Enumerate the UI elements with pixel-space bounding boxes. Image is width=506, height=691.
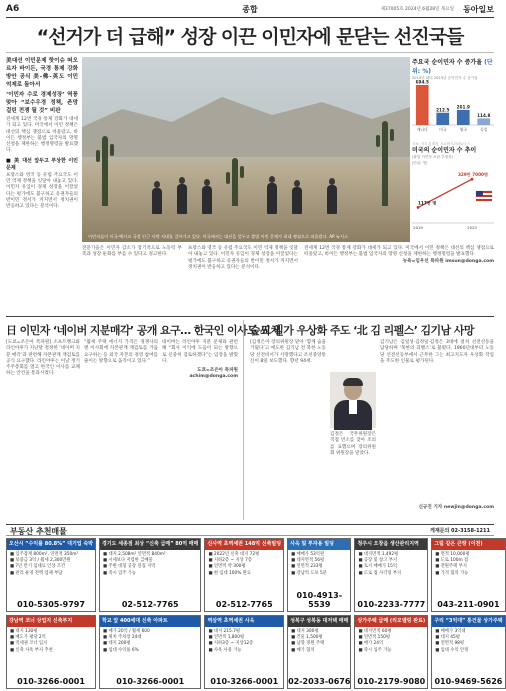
ad-detail-line: ■ 전원주택 부지 xyxy=(435,564,467,570)
article2-column-3 xyxy=(162,340,238,518)
ad-detail-line: ■ 지하3층 ~ 지상12층 xyxy=(208,641,254,647)
main-article-column-4 xyxy=(304,246,494,312)
ad-detail-line: ■ 매도가 평당 2억 xyxy=(10,635,46,641)
ad-detail-line: ■ 토지 매매가 15억 xyxy=(358,564,397,570)
person-figure xyxy=(292,187,302,214)
ad-detail-line: ■ 연면적 98평 xyxy=(435,641,465,647)
chart1-title xyxy=(412,57,494,75)
chart1-bar xyxy=(457,110,470,125)
portrait-hair xyxy=(343,378,363,386)
chart1-title-text: 주요국 순이민자 수 증가율 xyxy=(412,59,483,66)
ad-detail-line: ■ 2022년 신축 대지 72평 xyxy=(208,552,260,557)
real-estate-ad xyxy=(431,615,505,689)
main-body-paragraph: 전세계 12번 국경 통제 강화가 대세가 되고 있다. 미국에서 이민 정책은 대선의 핵심 쟁점으로 떠올랐고, 바이든 행정부는 불법 입국자의 망명 신청을 제한하는 행정명령을 발표했다. xyxy=(6,117,78,154)
real-estate-ad xyxy=(204,615,284,689)
chart2-subtitle: (불법 이민자 포함 추정치) xyxy=(412,155,453,159)
ad-detail-line: ■ 매매가 3억대 xyxy=(435,629,466,634)
ad-detail-line: ■ 대지 2,508m² 연면적 840m² xyxy=(103,552,166,557)
cactus-shape xyxy=(382,121,388,206)
ad-detail-line: ■ 보증금 3억 / 월세 2,300만원 xyxy=(10,558,71,564)
ad-phone-number: 010-3266-0001 xyxy=(17,677,85,686)
ad-phone-number: 010-2179-9080 xyxy=(357,677,426,686)
ad-details xyxy=(355,627,427,656)
real-estate-ad xyxy=(431,538,505,612)
article3-paragraph: 김기남은 김일성·김정일·김정은 3대에 걸쳐 선전선동을 담당하며 ‘북한의 괴벨스’로 불렸다. 1960년대부터 노동당 선전선동부에서 근무한 그는 최고지도자 우상화 작업을 주도한 인물로 평가된다. xyxy=(380,340,494,364)
ad-title: 청주시 오창읍 생산관리지역 xyxy=(355,539,427,550)
main-subhead-2: ‘이민자 수로 경제성장’ 역풍 맞아 “보수우경 정책, 존망 걸린 전쟁 될 것” 비판 xyxy=(6,92,78,114)
main-photo xyxy=(82,57,410,242)
page-number: A6 xyxy=(6,4,20,14)
ad-detail-line: ■ 사옥 사용 가능 xyxy=(208,647,242,653)
ad-details xyxy=(432,550,504,579)
ad-details xyxy=(7,550,95,579)
chart1-category-label: 독일 xyxy=(480,127,488,132)
chart1-category-label: 미국 xyxy=(439,127,447,132)
ad-phone-number: 010-3266-0001 xyxy=(210,677,279,686)
article3-paragraph: [김정은이 장의위원장 맡아 ‘함께 숨을 거뒀다’고 애도한 김기남 전 북한 노동당 선전비서가 사망했다고 조선중앙통신이 8일 보도했다. 향년 94세. xyxy=(250,340,326,364)
ad-detail-line: ■ 강남역 도보 5분 xyxy=(291,570,327,576)
ad-details xyxy=(7,627,95,656)
mountain-shape xyxy=(82,87,410,157)
main-body-paragraph: 프랑스와 영국 등 유럽 주요국도 이민 억제 정책을 잇달아 내놓고 있다. 이민자 유입이 경제 성장을 이끌었다는 평가에도 불구하고 유권자들의 반이민 정서가 커지면서 정치권이 반응하고 있다는 분석이다. xyxy=(6,172,78,210)
ad-details xyxy=(100,627,200,656)
ad-detail-line: ■ 임대 수익률 6% xyxy=(103,647,139,653)
ad-detail-line: ■ 연면적 233평 xyxy=(291,564,323,570)
main-body-paragraph: 전문가들은 이민자 감소가 장기적으로 노동력 부족과 성장 둔화를 부를 수 있다고 경고한다. xyxy=(82,246,182,258)
chart2-value-label: 329만 7000명 xyxy=(458,172,488,178)
real-estate-ad xyxy=(354,615,428,689)
ad-phone-number: 010-3266-0001 xyxy=(116,677,185,686)
ad-section-header xyxy=(6,524,494,536)
ad-title: 그림 같은 큰땅 (이천) xyxy=(432,539,504,550)
us-flag-stripe xyxy=(476,199,492,201)
ad-section-title: 부동산 추천매물 xyxy=(10,527,67,536)
article2-paragraph: 네이버는 라인야후 지분 문제와 관련해 “회사 이익에 도움이 되는 방향으로 신중히 검토하겠다”는 입장을 밝혔다. xyxy=(162,340,238,364)
ad-detail-line: ■ 즉시 입주 가능 xyxy=(103,570,137,576)
chart1-category-label: 영국 xyxy=(459,127,467,132)
ad-detail-line: ■ 7년 만기 임대료 인상 조건 xyxy=(10,564,66,570)
chart2-value-label: 117만 명 xyxy=(418,200,437,206)
ad-details xyxy=(100,550,200,579)
article3-column-3 xyxy=(330,432,376,518)
person-figure xyxy=(177,184,187,214)
chart1-value-label: 114.8 xyxy=(477,112,491,118)
chart1-bar xyxy=(416,85,429,125)
ad-detail-line: ■ 임대 수익 안정 xyxy=(435,647,469,653)
real-estate-ad xyxy=(287,615,351,689)
person-figure xyxy=(267,183,277,214)
ad-detail-line: ■ 대지 45평 xyxy=(435,635,460,641)
main-article-column-2 xyxy=(82,246,182,312)
article2-headline: 日 이민자 ‘네이버 지분매각’ 공개 요구… 한국인 이사도 교체 xyxy=(6,324,281,337)
article2-byline: 도쿄=조은아 특파원 achim@donga.com xyxy=(189,368,238,380)
ad-detail-line: ■ 매가 20억 / 월세 600 xyxy=(103,629,150,634)
article2-column-1 xyxy=(6,340,80,518)
person-figure xyxy=(202,186,212,214)
ad-detail-line: ■ 연면적 150평 xyxy=(358,635,391,641)
main-body-paragraph: 전세계 12번 국경 통제 강화가 대세가 되고 있다. 미국에서 이민 정책은 대선의 핵심 쟁점으로 떠올랐고, 바이든 행정부는 불법 입국자의 망명 신청을 제한하는 행정명령을 발표했다. xyxy=(304,246,494,258)
ad-detail-line: ■ 남향 정원 주택 xyxy=(291,641,325,647)
chart2-point xyxy=(471,178,474,181)
real-estate-ad xyxy=(6,615,96,689)
chart1-source: 자료: 각국 통계청, 오르바크리파트너스 xyxy=(412,142,470,146)
ad-title: 오산시 “수익률 80.8%” 대기업 숙박 xyxy=(7,539,95,550)
chart1-bar xyxy=(436,113,449,125)
ad-detail-line: ■ 주변 대형 공장 밀집 지역 xyxy=(103,564,156,570)
person-figure xyxy=(152,188,162,214)
article3-byline: 신규진 기자 newjin@donga.com xyxy=(418,505,494,510)
ad-title: 강남역 코너 상업지 신축부지 xyxy=(7,616,95,627)
ad-detail-line: ■ 도로 100m 접 xyxy=(435,558,469,564)
ad-detail-line: ■ 즉시 입주 가능 xyxy=(358,647,392,653)
chart2-x-label: 2019 xyxy=(413,225,423,230)
ad-phone-number: 010-5305-9797 xyxy=(17,600,85,609)
ad-detail-line: ■ 건물 1,500평 xyxy=(291,635,323,641)
ad-detail-line: ■ 위치 주차장 24대 xyxy=(103,635,142,641)
real-estate-ad xyxy=(99,615,201,689)
chart1-value-label: 261.9 xyxy=(456,104,470,110)
chart1-category-label: 캐나다 xyxy=(416,127,428,132)
immigration-growth-bar-chart xyxy=(412,77,494,137)
chart1-value-label: 212.5 xyxy=(436,107,450,113)
real-estate-ad xyxy=(99,538,201,612)
article3-headline: 숲씨 일가 우상화 주도 ‘北 김 리펠스’ 김기남 사망 xyxy=(250,324,474,337)
ad-title: 학교 앞 400세대 신축 아파트 xyxy=(100,616,200,627)
chart2-unit: (단위: 명) xyxy=(412,161,428,165)
cactus-shape xyxy=(102,136,108,206)
ad-details xyxy=(205,627,283,656)
ad-details xyxy=(288,627,350,656)
infographic-sidebar xyxy=(412,57,494,242)
ad-grid xyxy=(6,538,503,689)
ad-detail-line: ■ 면적 10,000평 xyxy=(435,552,470,557)
ad-section-contact: 게재문의 02-3158-1211 xyxy=(429,528,490,534)
ad-detail-line: ■ 대지면적 56평 xyxy=(291,558,325,564)
ad-detail-line: ■ 공장 및 창고 부지 xyxy=(358,558,398,564)
ad-detail-line: ■ 대지면적 60평 xyxy=(358,629,392,634)
real-estate-ad xyxy=(354,538,428,612)
real-estate-ad xyxy=(204,538,284,612)
cactus-shape xyxy=(232,158,238,206)
article3-paragraph: 김정은 국무위원장은 직접 빈소를 찾아 조의를 표했으며 장의위원회 위원장을 맡았다. xyxy=(330,432,376,456)
person-figure xyxy=(327,185,337,214)
section-divider xyxy=(6,316,494,317)
ad-detail-line: ■ 현 임대 100% 완료 xyxy=(208,570,252,576)
ad-detail-line: ■ 연면적 약 300평 xyxy=(208,564,246,570)
newspaper-name: 동아일보 xyxy=(463,4,494,14)
issue-date: 제37005호 2024년 6월28일 목요일 xyxy=(380,7,454,12)
ad-details xyxy=(432,627,504,656)
us-immigrant-trend-chart xyxy=(412,165,494,237)
main-minihead: ■ 美 대선 앞두고 부상한 이민 문제 xyxy=(6,157,78,171)
ad-detail-line: ■ 가격 협의 가능 xyxy=(435,570,469,576)
article2-paragraph: “월세 주택 에너지 가격은 경쟁사의 맨 이사회에 자본관계 재검토를 거듭 요구하는 등 외국 자본의 경영 참여를 줄이는 방향으로 움직이고 있다.” xyxy=(84,340,158,364)
real-estate-ad xyxy=(6,538,96,612)
ad-details xyxy=(355,550,427,579)
ad-title: 성북구 성북동 대저택 매매 xyxy=(288,616,350,627)
ad-detail-line: ■ 신축 사옥 부지 추천 xyxy=(10,647,53,653)
ad-detail-line: ■ 매가 24억 xyxy=(358,641,384,647)
headline-divider xyxy=(6,52,494,53)
main-subhead-1: 美대선 이민문제 핫이슈 떠오르자 바이든, 국경 통제 강화방안 공식 美-佛-英도 이민 억제로 돌아서 xyxy=(6,58,78,88)
main-headline: “선거가 더 급해” 성장 이끈 이민자에 문닫는 선진국들 xyxy=(36,26,464,48)
ad-detail-line: ■ 매매가 53억원 xyxy=(291,552,325,557)
chart2-x-label: 2023 xyxy=(467,225,477,230)
ad-detail-line: ■ 입주잠재 800m², 연면적 350m² xyxy=(10,552,79,557)
ad-title: 역삼역 초역세권 사옥 xyxy=(205,616,283,627)
ad-phone-number: 02-2033-0676 xyxy=(288,677,351,686)
ad-phone-number: 02-512-7765 xyxy=(215,600,273,609)
ad-detail-line: ■ 시세보다 저렴한 급매물 xyxy=(103,558,153,564)
ad-phone-number: 02-512-7765 xyxy=(121,600,179,609)
article3-column-2 xyxy=(380,340,494,518)
ad-detail-line: ■ 관리 운영 전액 업체 부담 xyxy=(10,570,63,576)
ad-title: 사옥 및 투자용 빌딩 xyxy=(288,539,350,550)
ad-detail-line: ■ 지하2층 ~ 지상 7층 xyxy=(208,558,252,564)
ad-title: 신사역 초역세권 148억 신축빌딩 xyxy=(205,539,283,550)
us-flag-canton xyxy=(476,191,483,196)
ad-details xyxy=(288,550,350,579)
column-divider xyxy=(243,320,244,520)
ad-detail-line: ■ 대지 130평 xyxy=(10,629,38,634)
main-article-column-1 xyxy=(6,57,78,312)
article3-column-1 xyxy=(250,340,326,518)
section-name: 종합 xyxy=(242,5,258,14)
ad-detail-line: ■ 역세권 코너 입지 xyxy=(10,641,48,647)
ad-phone-number: 043-211-0901 xyxy=(437,600,500,609)
chart2-title: 미국의 순이민자 수 추이 xyxy=(412,147,477,154)
photo-caption: 이민자들이 미국-멕시코 국경 인근 사막 지대를 걸어가고 있다. 미국에서는 대선을 앞두고 불법 이민 문제가 최대 쟁점으로 떠올랐다. AP 뉴시스 xyxy=(88,234,349,240)
ad-detail-line: ■ 대지 215.7평 xyxy=(208,629,240,634)
ad-detail-line: ■ 대지 300평 xyxy=(291,629,319,634)
article2-column-2 xyxy=(84,340,158,518)
ad-title: 상가주택 급매 (리모델링 완료) xyxy=(355,616,427,627)
kim-ki-nam-portrait xyxy=(330,372,376,428)
article2-paragraph: [도쿄=조은아 특파원] 소프트뱅크와 라인야후가 지난달 결정한 ‘네이버 지분 매각’과 관련해 자본관계 재검토를 공식 요구했다. 라인야후는 이날 정기 주주총회를 열고 한국인 이사를 교체하는 안건을 통과시켰다. xyxy=(6,340,80,377)
main-article-column-3 xyxy=(188,246,298,312)
real-estate-ad xyxy=(287,538,351,612)
ad-phone-number: 010-2233-7777 xyxy=(357,600,426,609)
chart1-title-unit: (단위: %) xyxy=(412,59,493,75)
ad-title: 경기도 세종점 최상 “신축 급매” 80억 매매 xyxy=(100,539,200,550)
chart1-note: 2019년 대비 2023년 순이민자 수 증가율 xyxy=(412,76,478,80)
ad-phone-number: 010-4913-5539 xyxy=(296,591,343,609)
ad-details xyxy=(205,550,283,579)
ad-title: 구리 “3억대” 통건물 상가주택 xyxy=(432,616,504,627)
ad-detail-line: ■ 대지면적 1,492평 xyxy=(358,552,399,557)
chart2-header xyxy=(412,145,494,166)
main-byline: 뉴욕=임우선 특파원 imsun@donga.com xyxy=(402,258,494,264)
ad-detail-line: ■ 연면적 1,800평 xyxy=(208,635,245,641)
ad-detail-line: ■ 대지 200평 xyxy=(103,641,131,647)
page-header xyxy=(6,4,494,18)
ad-phone-number: 010-9469-5626 xyxy=(434,677,503,686)
chart2-point xyxy=(417,206,420,209)
ad-detail-line: ■ 도로 접 사각형 부지 xyxy=(358,570,402,576)
chart1-value-label: 694.5 xyxy=(415,79,429,85)
portrait-shirt xyxy=(349,400,357,414)
ad-detail-line: ■ 매가 협의 xyxy=(291,647,315,653)
chart1-bar xyxy=(477,118,490,125)
main-body-paragraph: 프랑스와 영국 등 유럽 주요국도 이민 억제 정책을 잇달아 내놓고 있다. 이민자 유입이 경제 성장을 이끌었다는 평가에도 불구하고 유권자들의 반이민 정서가 커지면서 정치권이 반응하고 있다는 분석이다. xyxy=(188,246,298,270)
